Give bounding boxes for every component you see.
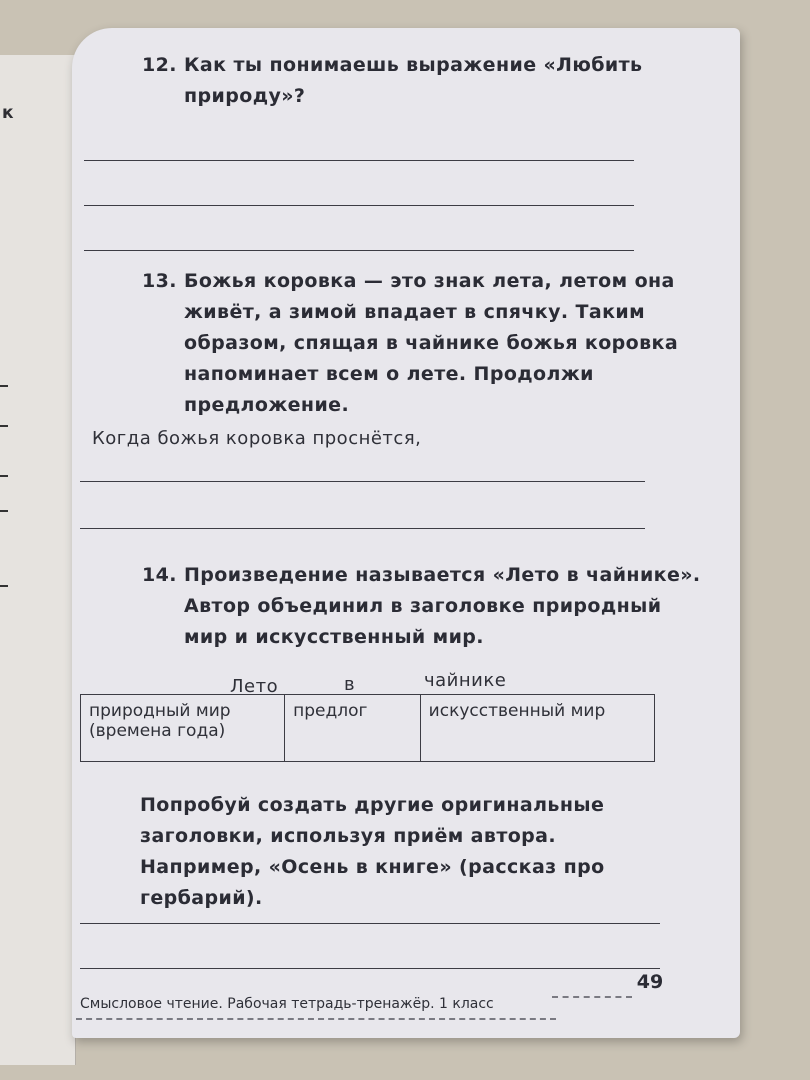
left-page-mark <box>0 475 8 477</box>
table-cell: природный мир (времена года) <box>81 695 285 762</box>
answer-line[interactable] <box>84 205 634 206</box>
answer-line[interactable] <box>80 528 645 529</box>
footer-dashed-line <box>552 996 632 998</box>
answer-line[interactable] <box>80 481 645 482</box>
footer-text: Смысловое чтение. Рабочая тетрадь-тренажёр. 1 класс <box>80 996 494 1012</box>
left-page-letter: к <box>2 103 14 123</box>
footer-dashed-line <box>76 1018 556 1020</box>
table-cell: искусственный мир <box>420 695 654 762</box>
left-page-mark <box>0 510 8 512</box>
answer-line[interactable] <box>84 160 634 161</box>
answer-line[interactable] <box>80 968 660 969</box>
word-analysis-table <box>80 694 655 762</box>
question-text: Божья коровка — это знак лета, летом она живёт, а зимой впадает в спячку. Таким образом, спящая в чайнике божья коровка напоминает всем о лете. Продолжи предложение. <box>184 270 679 416</box>
left-page-edge <box>0 55 76 1065</box>
task-text <box>140 790 670 909</box>
question-14 <box>142 560 702 660</box>
left-page-mark <box>0 585 8 587</box>
workbook-page <box>72 28 740 1038</box>
question-13 <box>142 266 702 426</box>
answer-line[interactable] <box>80 923 660 924</box>
question-text: Как ты понимаешь выражение «Любить природу»? <box>184 54 643 107</box>
left-page-mark <box>0 385 8 387</box>
question-12 <box>142 50 702 120</box>
table-cell: предлог <box>285 695 421 762</box>
question-number: 12. <box>142 54 177 76</box>
sentence-prompt: Когда божья коровка проснётся, <box>92 428 422 449</box>
page-number: 49 <box>636 971 664 993</box>
question-number: 13. <box>142 270 177 292</box>
title-word-2: в <box>344 674 356 695</box>
task-body: Попробуй создать другие оригинальные заголовки, используя приём автора. Например, «Осень в книге» (рассказ про гербарий). <box>140 794 605 909</box>
question-text: Произведение называется «Лето в чайнике». Автор объединил в заголовке природный мир и искусственный мир. <box>184 564 701 648</box>
left-page-mark <box>0 425 8 427</box>
title-word-3: чайнике <box>424 670 507 691</box>
question-number: 14. <box>142 564 177 586</box>
table-row <box>81 695 655 762</box>
answer-line[interactable] <box>84 250 634 251</box>
title-word-1: Лето <box>230 676 279 697</box>
